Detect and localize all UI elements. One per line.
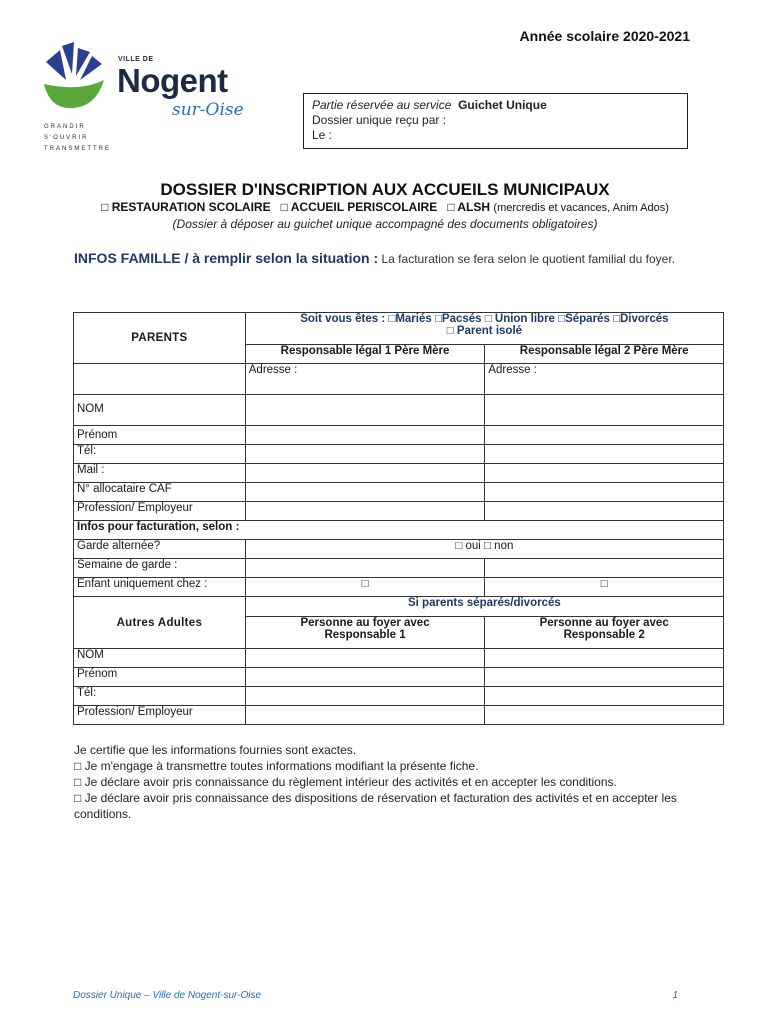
declaration-engage[interactable]: □ Je m'engage à transmettre toutes informations modifiant la présente fiche. (74, 759, 479, 773)
service-options (0, 200, 770, 214)
foyer2-header: Personne au foyer avec Responsable 2 (485, 617, 724, 649)
adult1-profession[interactable] (245, 706, 485, 725)
family-table (73, 312, 724, 725)
logo-tagline: GRANDIR S'OUVRIR TRANSMETTRE (44, 124, 111, 152)
deposit-note: (Dossier à déposer au guichet unique accompagné des documents obligatoires) (172, 217, 598, 231)
declaration-reglement[interactable]: □ Je déclare avoir pris connaissance du règlement intérieur des activités et en accepter les conditions. (74, 775, 617, 789)
adult-label-profession: Profession/ Employeur (74, 706, 246, 725)
resp1-nom[interactable] (245, 395, 485, 426)
infos-heading: INFOS FAMILLE / à remplir selon la situation : (74, 250, 379, 266)
resp1-profession[interactable] (245, 502, 485, 521)
adult1-tel[interactable] (245, 687, 485, 706)
row-label-caf: N° allocataire CAF (74, 483, 246, 502)
semaine-label: Semaine de garde : (74, 559, 246, 578)
row-label-nom: NOM (74, 395, 246, 426)
declaration-certify: Je certifie que les informations fournies sont exactes. (74, 743, 357, 757)
resp2-caf[interactable] (485, 483, 724, 502)
document-title: DOSSIER D'INSCRIPTION AUX ACCUEILS MUNICIPAUX (160, 180, 610, 199)
row-label-prenom: Prénom (74, 426, 246, 445)
adult2-prenom[interactable] (485, 668, 724, 687)
row-label-tel: Tél: (74, 445, 246, 464)
declaration-reservation[interactable]: □ Je déclare avoir pris connaissance des dispositions de réservation et facturation des activités et en accepter les conditions. (74, 791, 677, 821)
infos-famille (74, 250, 714, 268)
resp1-mail[interactable] (245, 464, 485, 483)
resp2-prenom[interactable] (485, 426, 724, 445)
facturation-label: Infos pour facturation, selon : (74, 521, 724, 540)
resp1-prenom[interactable] (245, 426, 485, 445)
reserved-box: Partie réservée au service Guichet Unique Dossier unique reçu par : Le : (303, 93, 688, 149)
logo-ville-de: VILLE DE (118, 56, 154, 63)
adult2-tel[interactable] (485, 687, 724, 706)
resp1-enfant-checkbox[interactable]: □ (245, 578, 485, 597)
adult1-prenom[interactable] (245, 668, 485, 687)
resp2-tel[interactable] (485, 445, 724, 464)
logo-emblem-icon (40, 40, 118, 112)
enfant-label: Enfant uniquement chez : (74, 578, 246, 597)
adult-label-prenom: Prénom (74, 668, 246, 687)
option-alsh-detail: (mercredis et vacances, Anim Ados) (493, 202, 669, 214)
adult-label-nom: NOM (74, 649, 246, 668)
resp1-semaine[interactable] (245, 559, 485, 578)
resp2-address[interactable]: Adresse : (485, 364, 724, 395)
parents-label: PARENTS (74, 313, 246, 364)
resp2-mail[interactable] (485, 464, 724, 483)
resp2-nom[interactable] (485, 395, 724, 426)
foyer1-header: Personne au foyer avec Responsable 1 (245, 617, 485, 649)
resp2-enfant-checkbox[interactable]: □ (485, 578, 724, 597)
city-logo (40, 40, 250, 155)
infos-text: La facturation se fera selon le quotient familial du foyer. (381, 252, 676, 266)
situation-cell[interactable]: Soit vous êtes : □Mariés □Pacsés □ Union libre □Séparés □Divorcés □ Parent isolé (245, 313, 723, 345)
garde-options[interactable]: □ oui □ non (245, 540, 723, 559)
garde-label: Garde alternée? (74, 540, 246, 559)
resp1-caf[interactable] (245, 483, 485, 502)
footer-title: Dossier Unique – Ville de Nogent-sur-Oise (73, 990, 262, 1001)
resp2-semaine[interactable] (485, 559, 724, 578)
option-alsh[interactable]: □ ALSH (447, 200, 491, 214)
page-number: 1 (672, 990, 678, 1001)
adult2-nom[interactable] (485, 649, 724, 668)
declarations (74, 742, 724, 822)
resp2-profession[interactable] (485, 502, 724, 521)
school-year: Année scolaire 2020-2021 (519, 28, 690, 44)
logo-name: Nogent (117, 62, 228, 99)
row-label-profession: Profession/ Employeur (74, 502, 246, 521)
adult2-profession[interactable] (485, 706, 724, 725)
resp2-header: Responsable légal 2 Père Mère (485, 345, 724, 364)
resp1-tel[interactable] (245, 445, 485, 464)
row-label-mail: Mail : (74, 464, 246, 483)
autres-adultes-label: Autres Adultes (74, 597, 246, 649)
logo-subtitle: sur-Oise (172, 100, 244, 120)
address-label-cell (74, 364, 246, 395)
resp1-address[interactable]: Adresse : (245, 364, 485, 395)
adult-label-tel: Tél: (74, 687, 246, 706)
resp1-header: Responsable légal 1 Père Mère (245, 345, 485, 364)
adult1-nom[interactable] (245, 649, 485, 668)
option-periscolaire[interactable]: □ ACCUEIL PERISCOLAIRE (280, 200, 438, 214)
option-restauration[interactable]: □ RESTAURATION SCOLAIRE (101, 200, 271, 214)
separes-header: Si parents séparés/divorcés (245, 597, 723, 617)
